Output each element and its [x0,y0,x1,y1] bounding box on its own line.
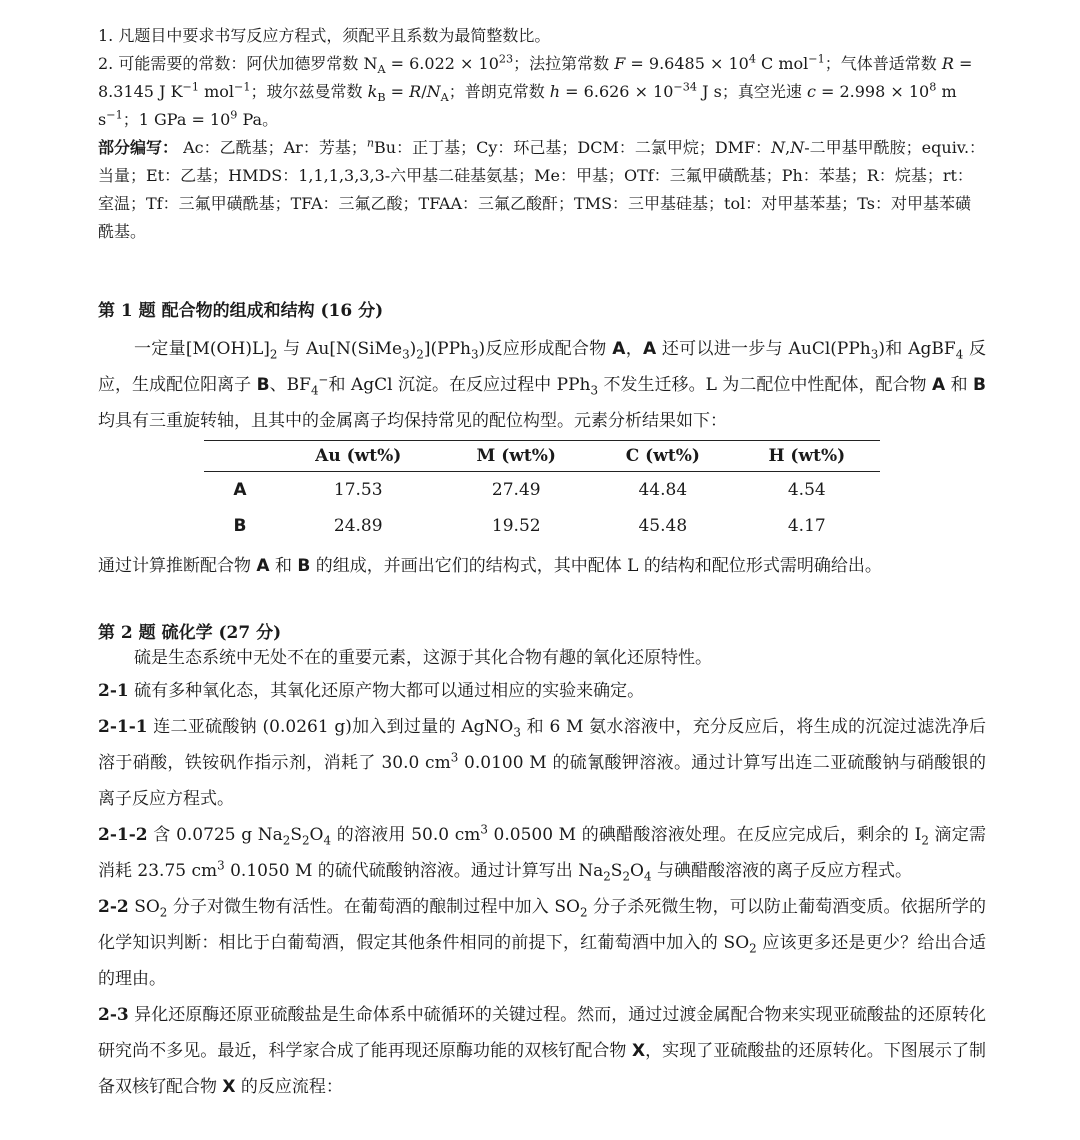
note-1: 1. 凡题目中要求书写反应方程式，须配平且系数为最简整数比。 [98,26,551,45]
table-cell: 19.52 [491,516,541,536]
table-cell: 4.54 [787,480,826,500]
q1-title: 第 1 题 配合物的组成和结构 (16 分) [98,301,384,321]
table-header-m: M (wt%) [440,441,592,472]
q1-paragraph: 一定量$[M(OH)L]_2$ 与 $Au[N(SiMe_3)_2](PPh_3)$反应形成配合物 A，A 还可以进一步与 AuCl(PPh$_3$)和 AgBF$_4$ 反应，生成配位阳离子 B、$BF_4^-$和 AgCl 沉淀。在反应过程中 PPh$_3$ 不发生迁移。L 为二配位中性配体，配合物 A 和 B 均具有三重旋转轴，且其中的金属离子均保持常见的配位构型。元素分析结果如下： [98,339,987,431]
table-cell: 4.17 [787,516,826,536]
q2-1-2: 2-1-2 含 0.0725 g $Na_2S_2O_4$ 的溶液用 50.0 $cm^3$ 0.0500 M 的碘醋酸溶液处理。在反应完成后，剩余的 $I_2$ 滴定需消耗 23.75 $cm^3$ 0.1050 M 的硫代硫酸钠溶液。通过计算写出 $Na_2S_2O_4$ 与碘醋酸溶液的离子反应方程式。 [98,822,986,884]
table-header-h: H (wt%) [734,441,880,472]
table-header-row [204,441,880,472]
q2-3: 2-3 异化还原酶还原亚硫酸盐是生命体系中硫循环的关键过程。然而，通过过渡金属配合物来实现亚硫酸盐的还原转化研究尚不多见。最近，科学家合成了能再现还原酶功能的双核钌配合物 X，实现了亚硫酸盐的还原转化。下图展示了制备双核钌配合物 X 的反应流程： [98,1005,987,1097]
table-header-c: C (wt%) [592,441,734,472]
table-header-blank [204,441,276,472]
question-1 [98,296,986,439]
preamble-notes [98,22,986,246]
table-cell: 17.53 [333,480,383,500]
q1-instruction: 通过计算推断配合物 A 和 B 的组成，并画出它们的结构式，其中配体 L 的结构和配位形式需明确给出。 [98,556,882,576]
abbreviations-list: Ac：乙酰基；Ar：芳基；$^n$Bu：正丁基；Cy：环己基；DCM：二氯甲烷；DMF：N,N-二甲基甲酰胺；equiv.：当量；Et：乙基；HMDS：1,1,1,3,3,3-六甲基二硅基氨基；Me：甲基；OTf：三氟甲磺酰基；Ph：苯基；R：烷基；rt：室温；Tf：三氟甲磺酰基；TFA：三氟乙酸；TFAA：三氟乙酸酐；TMS：三甲基硅基；tol：对甲基苯基；Ts：对甲基苯磺酰基。 [98,136,986,241]
table-row [204,508,880,544]
row-label-b: B [233,516,247,536]
q2-intro: 硫是生态系统中无处不在的重要元素，这源于其化合物有趣的氧化还原特性。 [134,648,712,668]
document-page [98,22,987,1097]
table-cell: 44.84 [638,480,688,500]
question-2 [98,618,986,1105]
note-2: 2. 可能需要的常数：阿伏加德罗常数 $N_A = 6.022 \times 10^{23}$；法拉第常数 $F = 9.6485 \times 10^4$ C mol$^{-1}$；气体普适常数 R = 8.3145 J $K^{-1}$ mol$^{-1}$；玻尔兹曼常数 $k_B = R/N_A$；普朗克常数 $h = 6.626 \times 10^{-34}$ J s；真空光速 $c = 2.998 \times 10^8$ m $s^{-1}$；1 GPa = $10^9$ Pa。 [98,52,973,129]
abbreviations [98,134,986,246]
table-cell: 27.49 [491,480,541,500]
table-cell: 45.48 [638,516,688,536]
elemental-analysis-table [204,440,880,544]
q2-2: 2-2 $SO_2$ 分子对微生物有活性。在葡萄酒的酿制过程中加入 $SO_2$ 分子杀死微生物，可以防止葡萄酒变质。依据所学的化学知识判断：相比于白葡萄酒，假定其他条件相同的前提下，红葡萄酒中加入的 $SO_2$ 应该更多还是更少？给出合适的理由。 [98,897,986,989]
table-cell: 24.89 [333,516,383,536]
q2-1-1: 2-1-1 连二亚硫酸钠 (0.0261 g)加入到过量的 AgNO$_3$ 和 6 M 氨水溶液中，充分反应后，将生成的沉淀过滤洗净后溶于硝酸，铁铵矾作指示剂，消耗了 30.0 $cm^3$ 0.0100 M 的硫氰酸钾溶液。通过计算写出连二亚硫酸钠与硝酸银的离子反应方程式。 [98,717,987,809]
q2-1: 2-1 硫有多种氧化态，其氧化还原产物大都可以通过相应的实验来确定。 [98,681,645,701]
abbreviations-label: 部分编写： [98,138,179,157]
table-header-au: Au (wt%) [276,441,440,472]
row-label-a: A [233,480,247,500]
table-row [204,472,880,509]
q2-title: 第 2 题 硫化学 (27 分) [98,623,282,643]
